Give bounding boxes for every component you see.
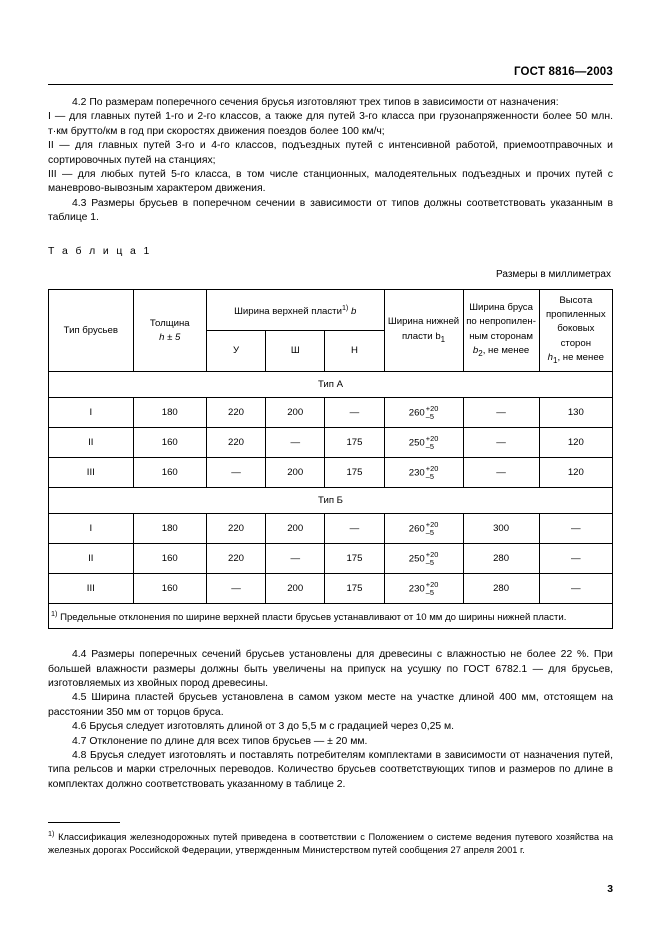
paragraph-4-6: 4.6 Брусья следует изготовлять длиной от 3 до 5,5 м с градацией через 0,25 м.	[72, 721, 455, 733]
cell-sh: 200	[266, 514, 325, 544]
cell-side-width: 300	[463, 514, 539, 544]
cell-sh: 200	[266, 398, 325, 428]
cell-sh: —	[266, 544, 325, 574]
band-row-type-b	[49, 488, 613, 514]
header-sub-u: У	[206, 331, 265, 372]
cell-side-width: —	[463, 428, 539, 458]
cell-n: 175	[325, 428, 384, 458]
header-divider	[48, 84, 613, 85]
footnote-divider	[48, 822, 120, 823]
cell-side-height: —	[539, 514, 612, 544]
cell-side-height: —	[539, 544, 612, 574]
header-side-width: Ширина бруса по непропилен- ным сторонам $b_2$, не менее	[463, 290, 539, 372]
cell-n: 175	[325, 574, 384, 604]
paragraph-type-I: I — для главных путей 1-го и 2-го классов, а также для путей 3-го класса при грузонапряженности более 50 млн. т·км брутто/км в год при скоростях движения поездов более 100 км/ч;	[48, 111, 613, 137]
paragraph-4-2: 4.2 По размерам поперечного сечения брусья изготовляют трех типов в зависимости от назначения:	[72, 97, 559, 108]
cell-thickness: 160	[133, 574, 206, 604]
cell-thickness: 160	[133, 458, 206, 488]
cell-u: 220	[206, 514, 265, 544]
table-footnote: $^{1)}$ Предельные отклонения по ширине верхней пласти брусьев устанавливают от 10 мм до ширины нижней пласти.	[49, 604, 613, 629]
table-row	[49, 458, 613, 488]
cell-lower-width: 230 +20 –5	[384, 458, 463, 488]
cell-sh: 200	[266, 458, 325, 488]
cell-u: —	[206, 458, 265, 488]
cell-side-width: —	[463, 398, 539, 428]
table-row	[49, 398, 613, 428]
header-thickness: Толщина h ± 5	[133, 290, 206, 372]
header-sub-sh: Ш	[266, 331, 325, 372]
document-content	[48, 96, 613, 792]
paragraph-4-5: 4.5 Ширина пластей брусьев установлена в самом узком месте на участке длиной 400 мм, отстоящем на расстоянии 350 мм от торцов бруса.	[48, 692, 613, 718]
header-lower-width: Ширина нижней пласти $b_1$	[384, 290, 463, 372]
cell-n: 175	[325, 544, 384, 574]
table-row	[49, 544, 613, 574]
cell-u: 220	[206, 544, 265, 574]
cell-lower-width: 230 +20 –5	[384, 574, 463, 604]
cell-type: III	[49, 458, 134, 488]
band-row-type-a	[49, 372, 613, 398]
cell-side-width: 280	[463, 574, 539, 604]
paragraph-type-II: II — для главных путей 3-го и 4-го классов, подъездных путей с интенсивной работой, приемоотправочных и сортировочных путей на станциях;	[48, 140, 613, 166]
cell-side-height: 120	[539, 458, 612, 488]
header-type: Тип брусьев	[49, 290, 134, 372]
cell-u: —	[206, 574, 265, 604]
cell-lower-width: 250 +20 –5	[384, 428, 463, 458]
cell-n: 175	[325, 458, 384, 488]
cell-n: —	[325, 514, 384, 544]
paragraph-type-III: III — для любых путей 5-го класса, в том числе станционных, малодеятельных подъездных и прочих путей с маневрово-вывозным характером движения.	[48, 169, 613, 195]
cell-thickness: 180	[133, 514, 206, 544]
paragraph-4-4: 4.4 Размеры поперечных сечений брусьев установлены для древесины с влажностью не более 22 %. При большей влажности размеры должны быть увеличены на припуск на усушку по ГОСТ 6782.1 — для брусьев, изготовляемых из хвойных пород древесины.	[48, 649, 613, 689]
cell-side-width: 280	[463, 544, 539, 574]
cell-sh: 200	[266, 574, 325, 604]
band-label-a: Тип А	[49, 372, 613, 398]
cell-type: III	[49, 574, 134, 604]
page-header-standard: ГОСТ 8816—2003	[513, 66, 613, 78]
table-units-note: Размеры в миллиметрах	[496, 269, 611, 281]
cell-type: II	[49, 544, 134, 574]
cell-type: II	[49, 428, 134, 458]
paragraph-4-3: 4.3 Размеры брусьев в поперечном сечении в зависимости от типов должны соответствовать указанным в таблице 1.	[48, 197, 613, 224]
header-upper-width: Ширина верхней пласти$^{1)}$ b	[206, 290, 384, 331]
header-side-height: Высота пропиленных боковых сторон $h_1$, не менее	[539, 290, 612, 372]
table-row	[49, 574, 613, 604]
cell-thickness: 160	[133, 544, 206, 574]
cell-lower-width: 250 +20 –5	[384, 544, 463, 574]
cell-side-height: 130	[539, 398, 612, 428]
cell-lower-width: 260 +20 –5	[384, 398, 463, 428]
cell-sh: —	[266, 428, 325, 458]
table-caption: Т а б л и ц а 1	[48, 245, 152, 257]
cell-type: I	[49, 514, 134, 544]
footnote-text: $^{1)}$ Классификация железнодорожных путей приведена в соответствии с Положением о системе ведения путевого хозяйства на железных дорогах Российской Федерации, утвержденным Министерством путей сообщения 27 апреля 2001 г.	[48, 829, 613, 855]
table-footnote-row	[49, 604, 613, 629]
cell-u: 220	[206, 398, 265, 428]
cell-u: 220	[206, 428, 265, 458]
paragraph-4-8: 4.8 Брусья следует изготовлять и поставлять потребителям комплектами в зависимости от назначения путей, типа рельсов и марки стрелочных переводов. Количество брусьев соответствующих типов и размеров по длине в комплектах должно соответствовать указанному в таблице 2.	[48, 750, 613, 790]
cell-lower-width: 260 +20 –5	[384, 514, 463, 544]
table-row	[49, 428, 613, 458]
cell-type: I	[49, 398, 134, 428]
paragraphs-after-table	[48, 648, 613, 792]
page-number: 3	[607, 884, 613, 895]
cell-thickness: 160	[133, 428, 206, 458]
cell-side-height: 120	[539, 428, 612, 458]
cell-side-width: —	[463, 458, 539, 488]
band-label-b: Тип Б	[49, 488, 613, 514]
cell-thickness: 180	[133, 398, 206, 428]
table-row	[49, 514, 613, 544]
header-sub-n: Н	[325, 331, 384, 372]
page-footnote	[48, 822, 613, 856]
cell-side-height: —	[539, 574, 612, 604]
cell-n: —	[325, 398, 384, 428]
paragraph-4-7: 4.7 Отклонение по длине для всех типов брусьев — ± 20 мм.	[72, 735, 368, 747]
table-1	[48, 289, 613, 629]
